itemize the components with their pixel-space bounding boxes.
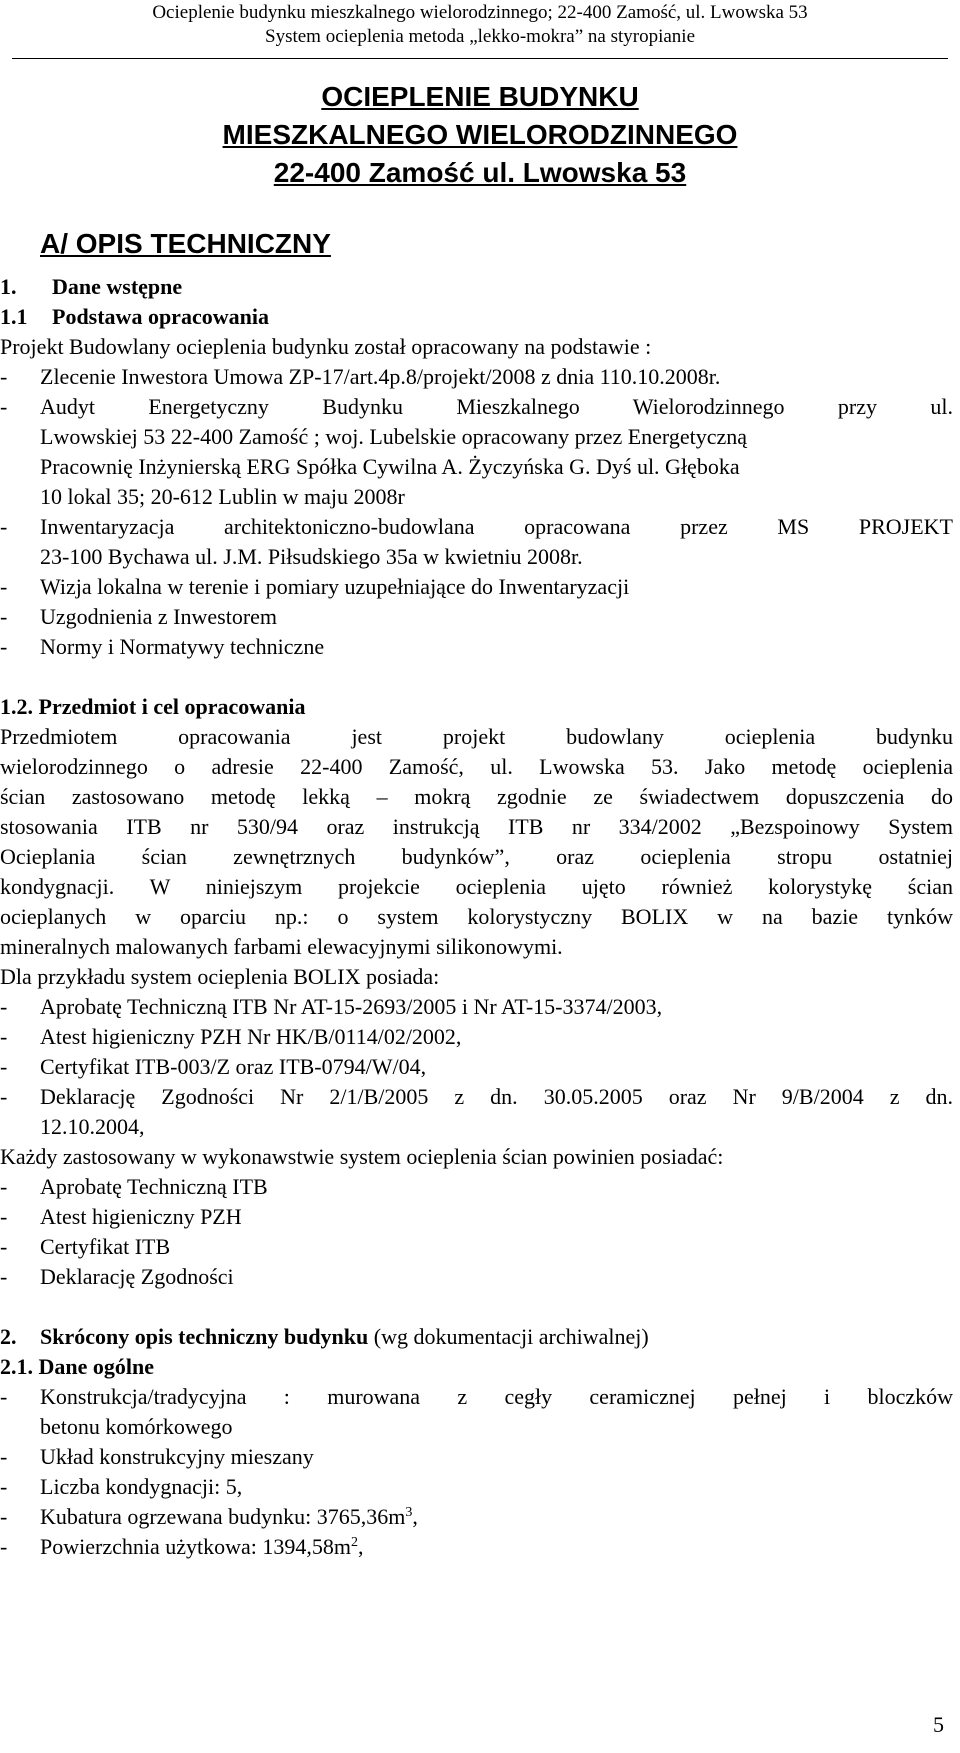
title-line-1: OCIEPLENIE BUDYNKU [321,81,639,112]
section-2-note: (wg dokumentacji archiwalnej) [368,1324,649,1349]
list-dash: - [0,364,8,389]
section-1-1-number: 1.1 [0,304,28,329]
bolix-item-2-text: Atest higieniczny PZH Nr HK/B/0114/02/2002, [40,1024,462,1049]
usable-area-punct: , [358,1534,364,1559]
section-2-number: 2. [0,1324,17,1349]
section-1-1-title: Podstawa opracowania [52,304,269,329]
list-dash: - [0,1204,8,1229]
purpose-line-3: ścian zastosowano metodę lekką – mokrą zgodnie ze świadectwem dopuszczenia do [0,784,953,809]
basis-intro: Projekt Budowlany ocieplenia budynku został opracowany na podstawie : [0,334,652,359]
general-item-4-text [40,1502,418,1532]
title-line-2: MIESZKALNEGO WIELORODZINNEGO [222,119,738,150]
list-dash: - [0,1444,8,1469]
basis-item-2-line-3: Pracownię Inżynierską ERG Spółka Cywilna A. Życzyńska G. Dyś ul. Głęboka [40,454,740,479]
requirement-item-1-text: Aprobatę Techniczną ITB [40,1174,268,1199]
list-dash: - [0,1054,8,1079]
basis-item-6-text: Normy i Normatywy techniczne [40,634,325,659]
list-dash: - [0,1504,8,1529]
list-dash: - [0,1474,8,1499]
purpose-line-5: Ocieplania ścian zewnętrznych budynków”, oraz ocieplenia stropu ostatniej [0,844,953,869]
section-a-heading: A/ OPIS TECHNICZNY [40,228,331,259]
list-dash: - [0,1384,8,1409]
section-1-number: 1. [0,274,17,299]
requirement-item-3-text: Certyfikat ITB [40,1234,171,1259]
basis-item-3-line-1: Inwentaryzacja architektoniczno-budowlana opracowana przez MS PROJEKT [40,514,953,539]
header-rule [12,58,948,59]
header-line-1: Ocieplenie budynku mieszkalnego wielorodzinnego; 22-400 Zamość, ul. Lwowska 53 [152,2,808,23]
purpose-line-1: Przedmiotem opracowania jest projekt budowlany ocieplenia budynku [0,724,953,749]
basis-item-4-text: Wizja lokalna w terenie i pomiary uzupełniające do Inwentaryzacji [40,574,630,599]
section-2-title: Skrócony opis techniczny budynku [40,1324,369,1349]
general-item-1-line-1: Konstrukcja/tradycyjna : murowana z cegły ceramicznej pełnej i bloczków [40,1384,953,1409]
bolix-intro: Dla przykładu system ocieplenia BOLIX posiada: [0,964,440,989]
list-dash: - [0,1534,8,1559]
basis-item-2-line-4: 10 lokal 35; 20-612 Lublin w maju 2008r [40,484,405,509]
purpose-line-6: kondygnacji. W niniejszym projekcie ocieplenia ujęto również kolorystykę ścian [0,874,953,899]
heated-volume-text: Kubatura ogrzewana budynku: 3765,36m [40,1504,406,1529]
requirements-intro: Każdy zastosowany w wykonawstwie system ocieplenia ścian powinien posiadać: [0,1144,724,1169]
bolix-item-4-line-1: Deklarację Zgodności Nr 2/1/B/2005 z dn. 30.05.2005 oraz Nr 9/B/2004 z dn. [40,1084,953,1109]
usable-area-text: Powierzchnia użytkowa: 1394,58m [40,1534,351,1559]
list-dash: - [0,1084,8,1109]
general-item-3-text: Liczba kondygnacji: 5, [40,1474,243,1499]
bolix-item-3-text: Certyfikat ITB-003/Z oraz ITB-0794/W/04, [40,1054,427,1079]
heated-volume-punct: , [412,1504,418,1529]
heated-volume-exponent: 3 [405,1505,413,1520]
purpose-line-2: wielorodzinnego o adresie 22-400 Zamość, ul. Lwowska 53. Jako metodę ocieplenia [0,754,953,779]
list-dash: - [0,634,8,659]
purpose-line-7: ocieplanych w oparciu np.: o system kolorystyczny BOLIX w na bazie tynków [0,904,953,929]
section-1-title: Dane wstępne [52,274,183,299]
bolix-item-1-text: Aprobatę Techniczną ITB Nr AT-15-2693/2005 i Nr AT-15-3374/2003, [40,994,663,1019]
list-dash: - [0,1024,8,1049]
section-1-heading [0,272,183,302]
section-1-2-heading: 1.2. Przedmiot i cel opracowania [0,694,306,719]
list-dash: - [0,1264,8,1289]
section-2-heading [0,1322,960,1352]
basis-item-1-text: Zlecenie Inwestora Umowa ZP-17/art.4p.8/projekt/2008 z dnia 110.10.2008r. [40,364,721,389]
general-item-1-line-2: betonu komórkowego [40,1414,233,1439]
list-dash: - [0,994,8,1019]
section-2-1-heading: 2.1. Dane ogólne [0,1354,154,1379]
basis-item-3-line-2: 23-100 Bychawa ul. J.M. Piłsudskiego 35a w kwietniu 2008r. [40,544,583,569]
list-dash: - [0,1234,8,1259]
title-line-3: 22-400 Zamość ul. Lwowska 53 [273,157,687,188]
basis-item-2-line-2: Lwowskiej 53 22-400 Zamość ; woj. Lubelskie opracowany przez Energetyczną [40,424,748,449]
general-item-5-text [40,1532,364,1562]
running-header [0,0,960,49]
list-dash: - [0,1174,8,1199]
basis-item-2-line-1: Audyt Energetyczny Budynku Mieszkalnego Wielorodzinnego przy ul. [40,394,953,419]
requirement-item-2-text: Atest higieniczny PZH [40,1204,242,1229]
section-1-1-heading [0,302,269,332]
usable-area-exponent: 2 [351,1535,358,1550]
list-dash: - [0,574,8,599]
list-dash: - [0,604,8,629]
bolix-item-4-line-2: 12.10.2004, [40,1114,145,1139]
page-number: 5 [933,1712,944,1737]
header-line-2: System ocieplenia metoda „lekko-mokra” na styropianie [265,26,695,47]
purpose-line-8: mineralnych malowanych farbami elewacyjnymi silikonowymi. [0,934,563,959]
purpose-line-4: stosowania ITB nr 530/94 oraz instrukcją ITB nr 334/2002 „Bezspoinowy System [0,814,953,839]
requirement-item-4-text: Deklarację Zgodności [40,1264,234,1289]
basis-item-5-text: Uzgodnienia z Inwestorem [40,604,278,629]
list-dash: - [0,394,8,419]
list-dash: - [0,514,8,539]
general-item-2-text: Układ konstrukcyjny mieszany [40,1444,314,1469]
